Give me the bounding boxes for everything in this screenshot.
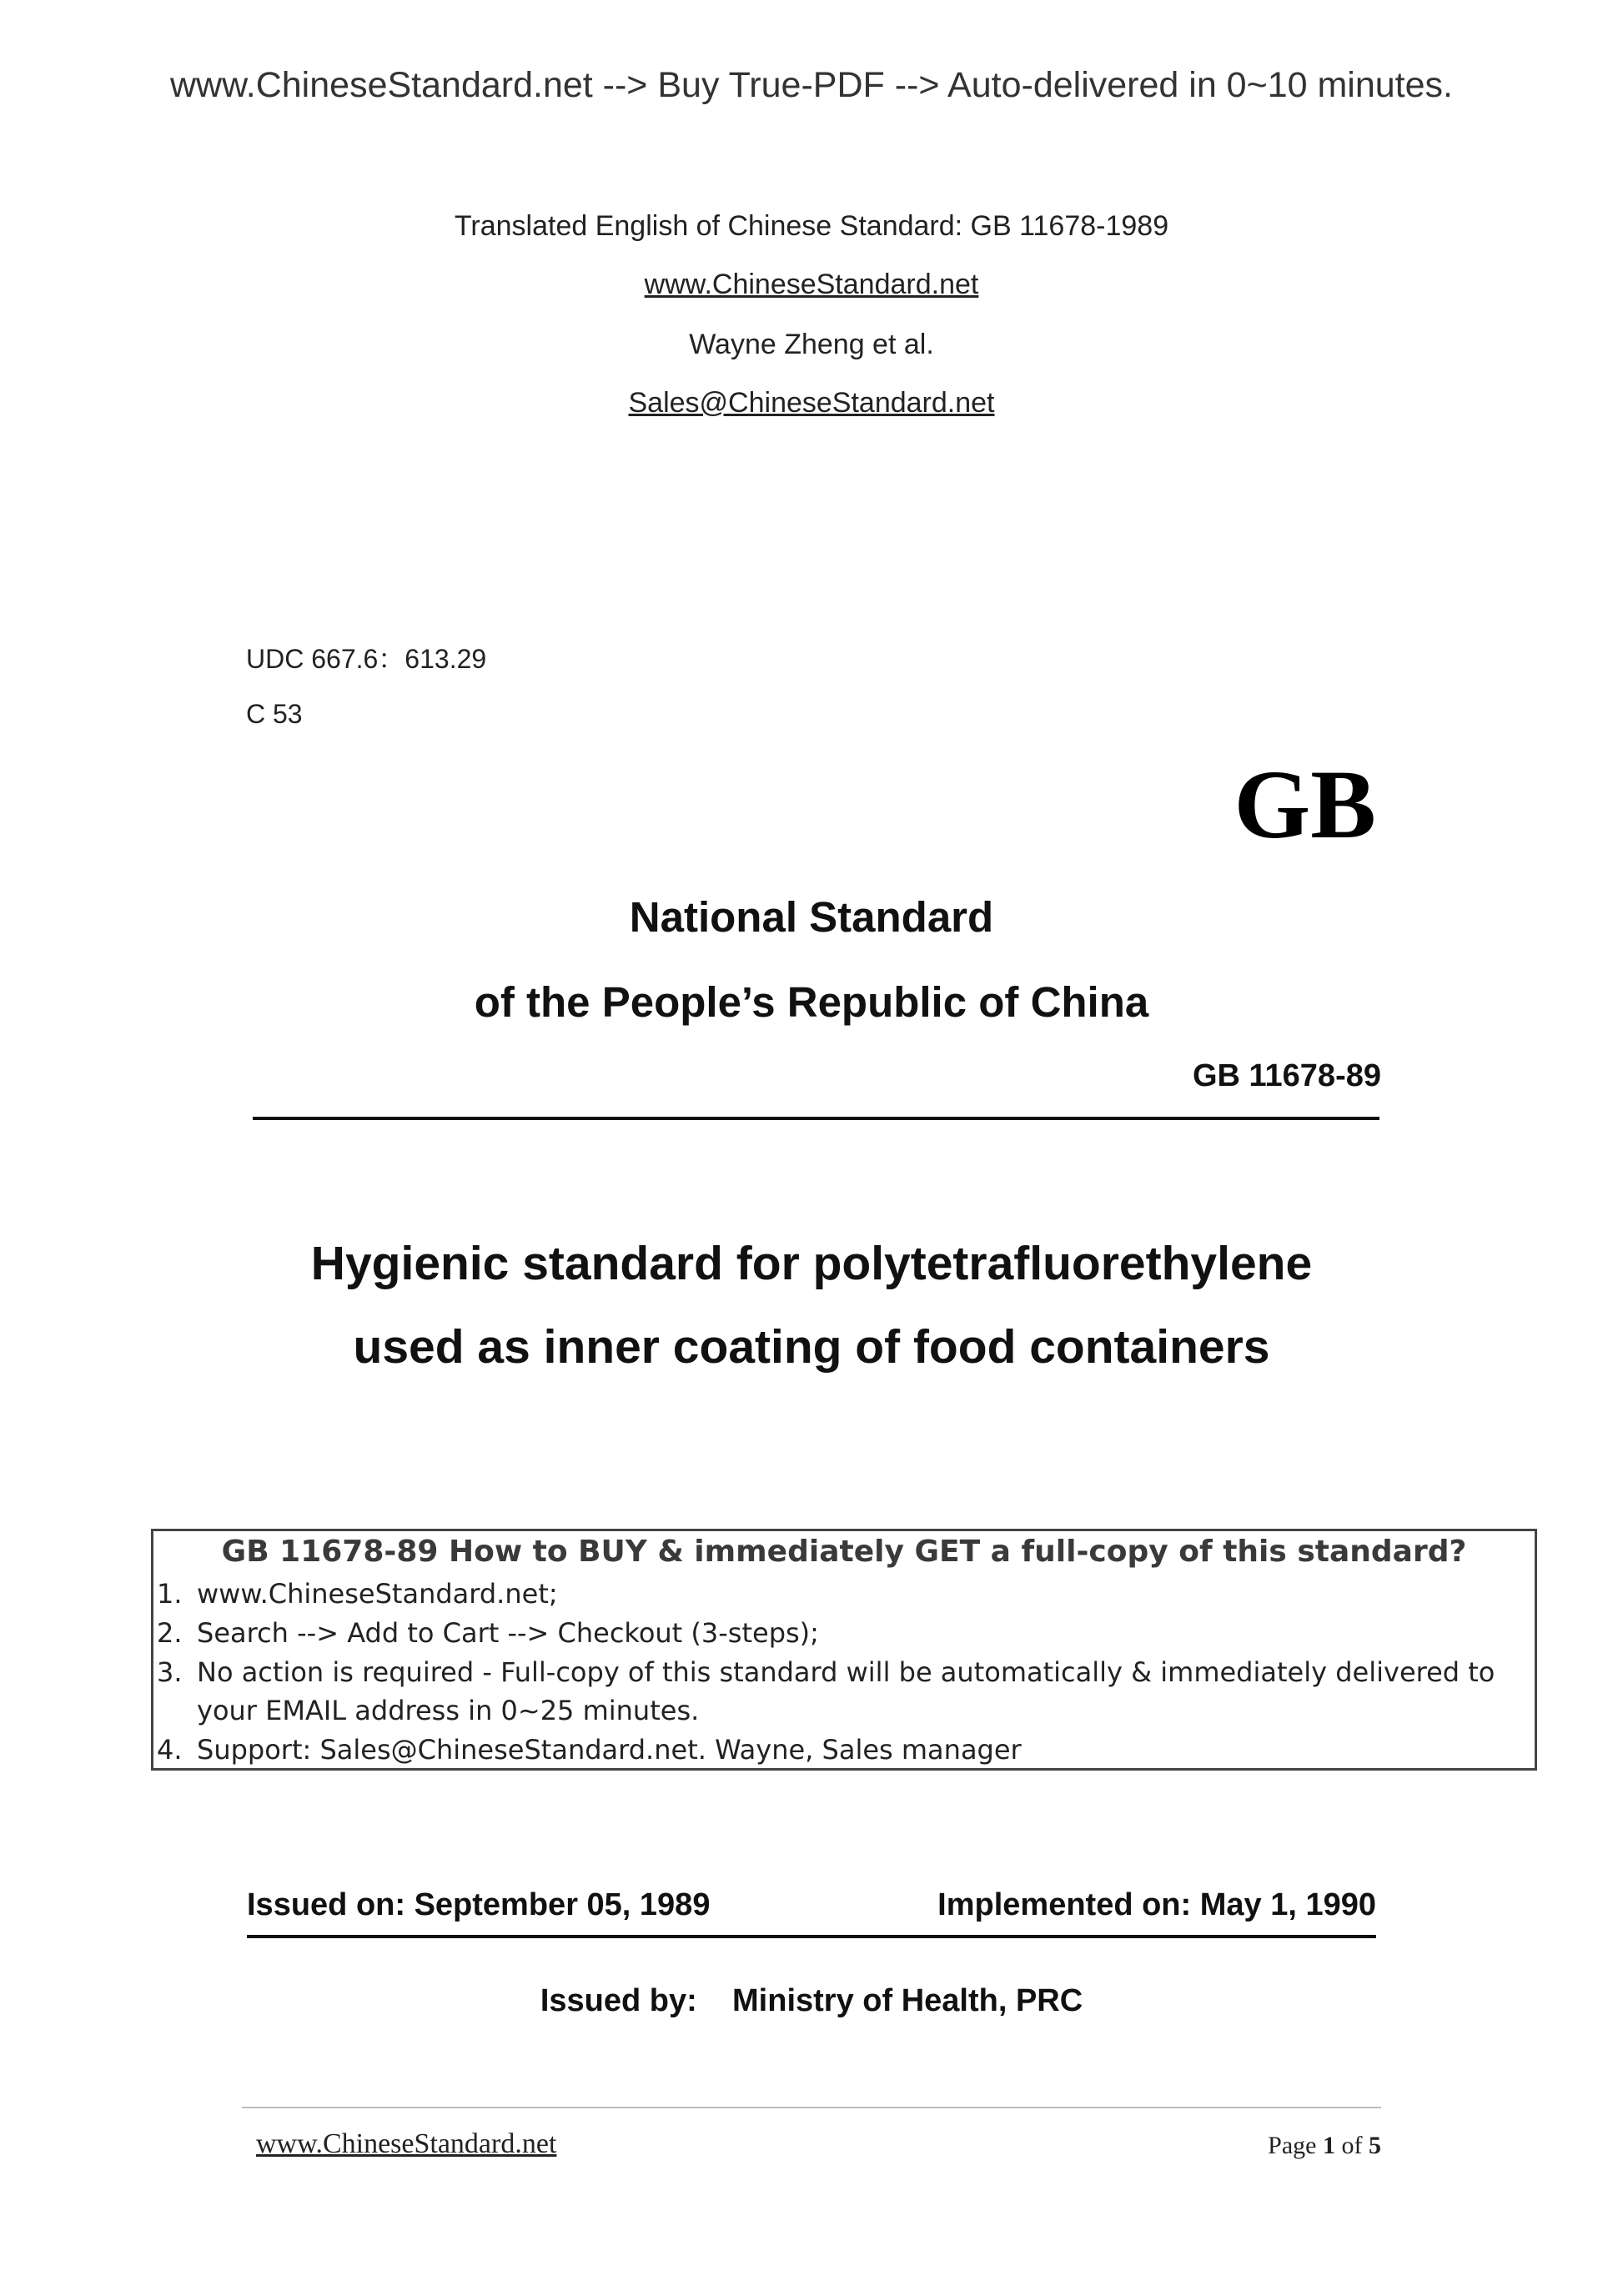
- implemented-on-date: Implemented on: May 1, 1990: [937, 1887, 1376, 1922]
- national-standard-line1: National Standard: [629, 893, 994, 941]
- translated-line: Translated English of Chinese Standard: GB 11678-1989: [454, 210, 1169, 242]
- purchase-step-continuation: [157, 1695, 699, 1726]
- email-link-wrapper: [0, 387, 1623, 420]
- footer-divider: [242, 2107, 1381, 2108]
- issued-on-date: Issued on: September 05, 1989: [247, 1887, 711, 1922]
- website-link-wrapper: [0, 269, 1623, 301]
- purchase-step: [157, 1578, 558, 1610]
- step-text: Search --> Add to Cart --> Checkout (3-steps);: [197, 1617, 819, 1649]
- issued-by-value: Ministry of Health, PRC: [732, 1983, 1083, 2018]
- website-link[interactable]: www.ChineseStandard.net: [644, 269, 979, 300]
- author-line: Wayne Zheng et al.: [689, 329, 934, 360]
- udc-code: UDC 667.6：613.29: [246, 644, 487, 674]
- purchase-step: [157, 1656, 1495, 1688]
- issued-by-line: [0, 1983, 1623, 2019]
- standard-number: GB 11678-89: [1192, 1058, 1381, 1093]
- purchase-box-heading: GB 11678-89 How to BUY & immediately GET a full-copy of this standard?: [221, 1535, 1467, 1569]
- step-number: 2.: [157, 1617, 183, 1649]
- national-standard-line2: of the People’s Republic of China: [474, 978, 1149, 1026]
- page-indicator: [1268, 2132, 1381, 2160]
- ccs-code: C 53: [246, 699, 303, 729]
- step-number: 4.: [157, 1734, 183, 1766]
- document-title-line1: Hygienic standard for polytetrafluorethylene: [310, 1237, 1313, 1290]
- page-prefix: Page: [1268, 2132, 1317, 2159]
- purchase-step: [157, 1617, 819, 1649]
- top-banner: www.ChineseStandard.net --> Buy True-PDF --> Auto-delivered in 0~10 minutes.: [169, 65, 1453, 105]
- gb-mark: GB: [1234, 750, 1376, 859]
- issued-by-label: Issued by:: [540, 1983, 697, 2018]
- purchase-step: [157, 1734, 1022, 1766]
- email-link[interactable]: Sales@ChineseStandard.net: [628, 387, 995, 419]
- step-text: Support: Sales@ChineseStandard.net. Wayne, Sales manager: [197, 1734, 1022, 1766]
- step-text: your EMAIL address in 0~25 minutes.: [197, 1695, 700, 1726]
- step-text[interactable]: www.ChineseStandard.net;: [197, 1578, 558, 1610]
- step-text: No action is required - Full-copy of this standard will be automatically & immediately delivered to: [197, 1656, 1495, 1688]
- purchase-info-box: [151, 1529, 1537, 1771]
- header-divider: [253, 1117, 1379, 1120]
- page-sep: of: [1341, 2132, 1363, 2159]
- step-number: 3.: [157, 1656, 183, 1688]
- footer-website-link[interactable]: www.ChineseStandard.net: [256, 2128, 557, 2159]
- dates-divider: [247, 1935, 1376, 1938]
- page-current: 1: [1323, 2132, 1335, 2159]
- document-title-line2: used as inner coating of food containers: [353, 1320, 1270, 1374]
- page-total: 5: [1369, 2132, 1381, 2159]
- step-number: 1.: [157, 1578, 183, 1610]
